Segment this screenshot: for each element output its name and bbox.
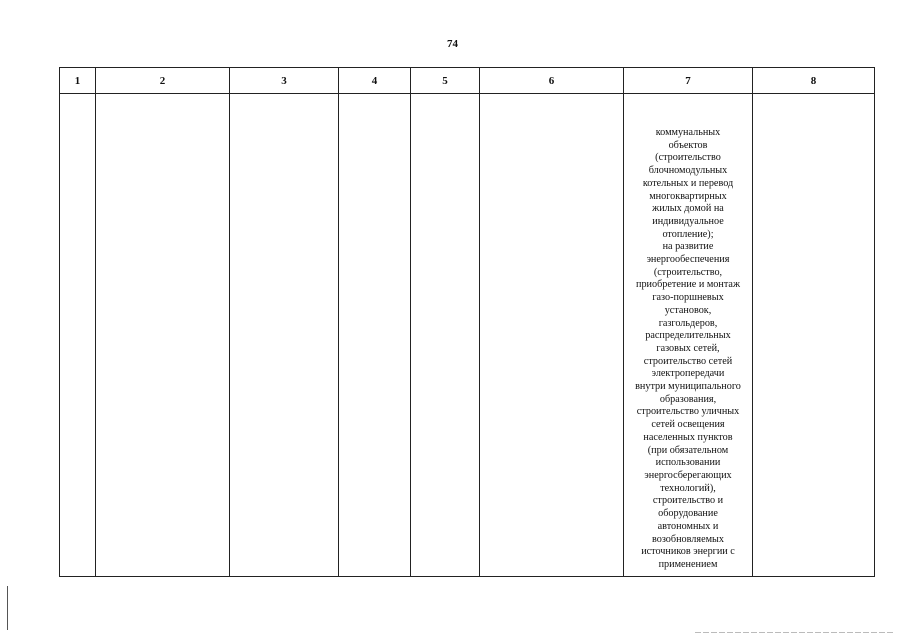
table-row [60, 94, 875, 577]
column-header-4: 4 [339, 68, 411, 94]
table-cell-7 [624, 94, 753, 577]
column-header-7: 7 [624, 68, 753, 94]
table-header-row [60, 68, 875, 94]
page-number: 74 [447, 38, 458, 50]
data-table [59, 67, 875, 577]
table-cell-6 [480, 94, 624, 577]
column-header-8: 8 [753, 68, 875, 94]
table-cell-5 [411, 94, 480, 577]
cell-7-text: коммунальных объектов (строительство блочномодульных котельных и перевод многоквартирных жилых домой на индивидуальное отопление); на развитие энергообеспечения (строительство, приобретение и монтаж газо-поршневых установок, газгольдеров, распределительных газовых сетей, строительство сетей электропередачи внутри муниципального образования, строительство уличных сетей освещения населенных пунктов (при обязательном использовании энергосберегающих технологий), строительство и оборудование автономных и возобновляемых источников энергии с применением [635, 127, 741, 570]
column-header-3: 3 [230, 68, 339, 94]
column-header-2: 2 [96, 68, 230, 94]
table-cell-3 [230, 94, 339, 577]
column-header-1: 1 [60, 68, 96, 94]
table-cell-2 [96, 94, 230, 577]
scan-margin-line [7, 586, 8, 630]
column-header-5: 5 [411, 68, 480, 94]
scan-footer-artifact [695, 632, 895, 633]
table-cell-8 [753, 94, 875, 577]
table-cell-4 [339, 94, 411, 577]
table-cell-1 [60, 94, 96, 577]
column-header-6: 6 [480, 68, 624, 94]
